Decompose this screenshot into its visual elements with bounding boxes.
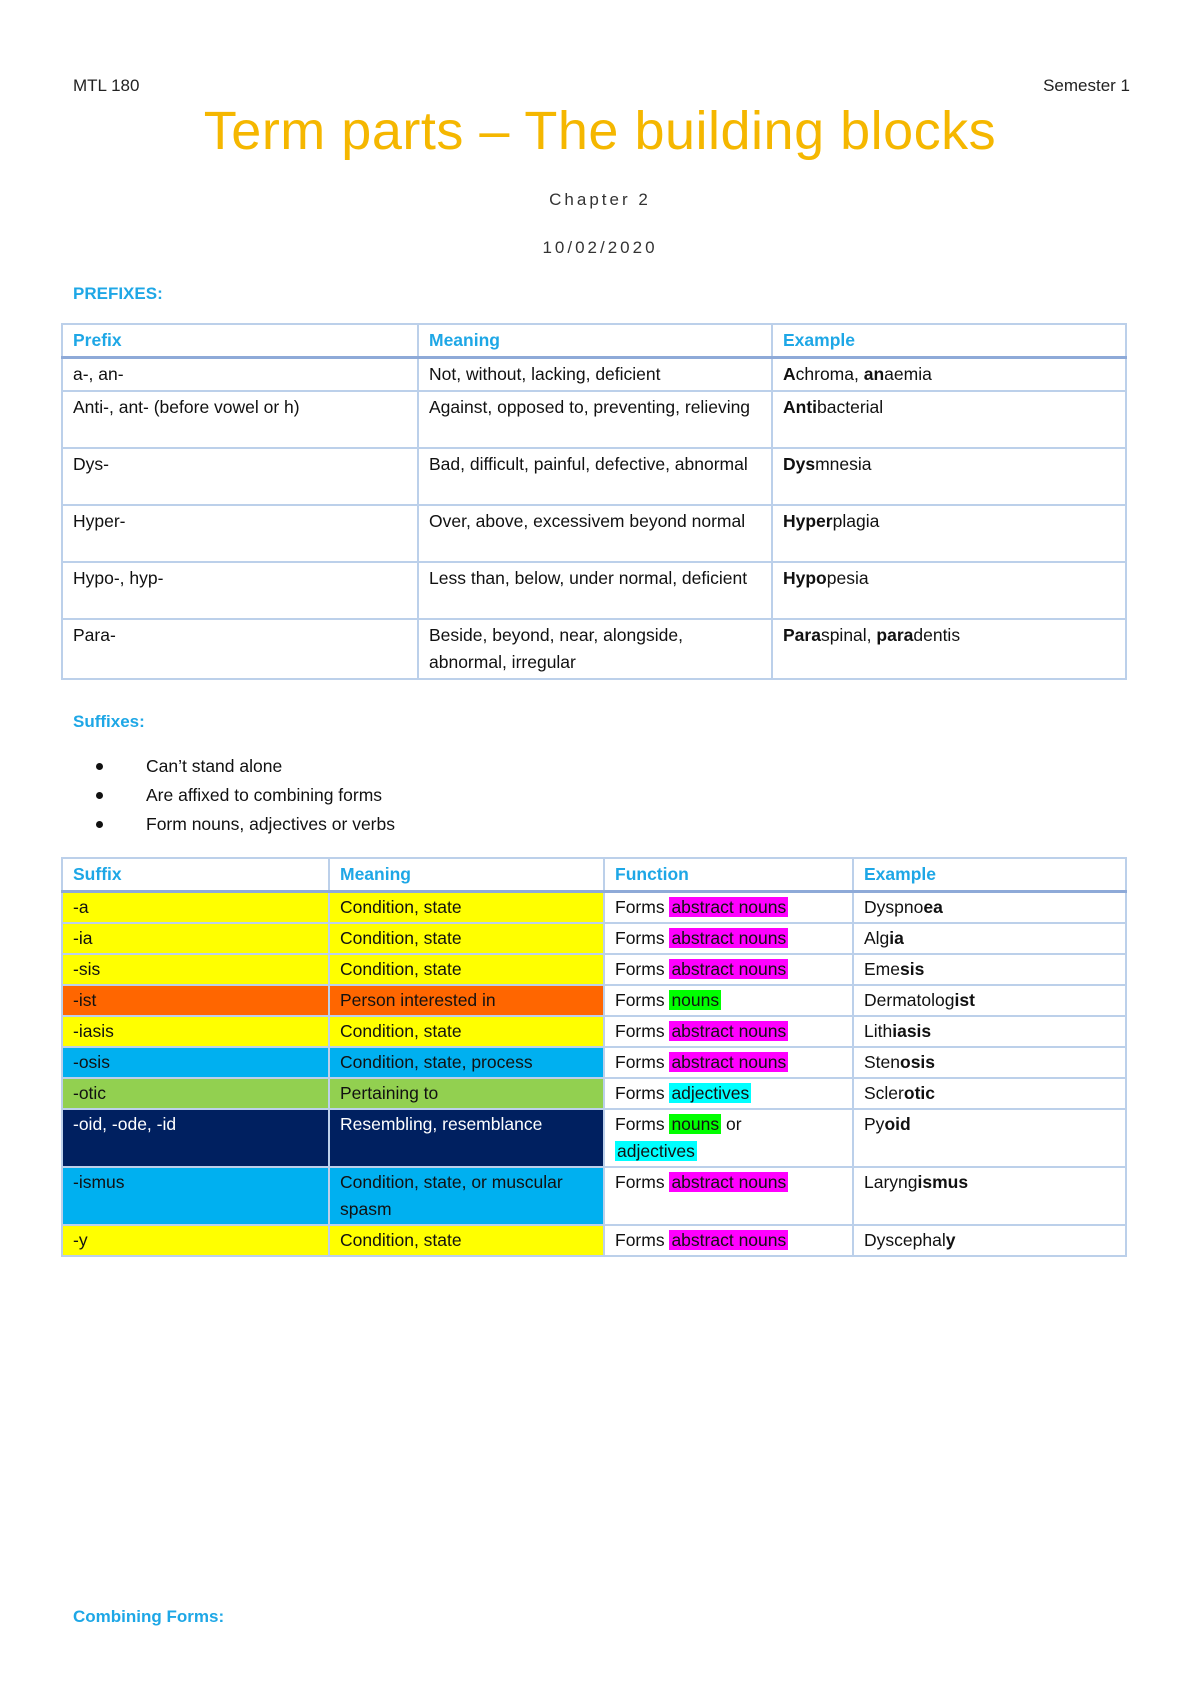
list-item [96,810,395,839]
date-subtitle: 10/02/2020 [542,238,658,257]
function-word: Forms [615,1230,665,1250]
suffix-cell: -ismus [62,1167,329,1225]
suffix-cell: -osis [62,1047,329,1078]
example-cell [772,562,1126,619]
function-word: Forms [615,1172,665,1192]
example-cell [853,1078,1126,1109]
example-cell [853,1225,1126,1256]
function-cell [604,1016,853,1047]
suffix-cell: -sis [62,954,329,985]
suffix-cell: -otic [62,1078,329,1109]
example-cell [772,391,1126,448]
example-root-bold: Anti [783,397,818,417]
example-text: Eme [864,959,900,979]
function-connector: or [721,1114,742,1134]
meaning-cell: Against, opposed to, preventing, relieving [418,391,772,448]
example-text: dentis [913,625,961,645]
table-row [62,391,1126,448]
example-root-bold: A [783,364,796,384]
suffixes-table [61,857,1127,1257]
meaning-cell: Condition, state, process [329,1047,604,1078]
function-cell [604,1078,853,1109]
suffix-cell: -iasis [62,1016,329,1047]
example-text: chroma, [795,364,864,384]
meaning-cell: Condition, state, or muscular spasm [329,1167,604,1225]
function-cell [604,985,853,1016]
example-text: plagia [832,511,880,531]
bullet-icon [96,792,103,799]
example-text: Lith [864,1021,893,1041]
table-row [62,448,1126,505]
example-cell [853,985,1126,1016]
suffix-cell: -a [62,892,329,924]
meaning-cell: Condition, state [329,892,604,924]
example-cell [853,892,1126,924]
function-word: Forms [615,897,665,917]
function-word: Forms [615,1021,665,1041]
function-cell [604,892,853,924]
example-text: Scler [864,1083,904,1103]
example-text: Py [864,1114,885,1134]
meaning-cell: Pertaining to [329,1078,604,1109]
example-root-bold: ea [923,897,943,917]
table-row [62,923,1126,954]
column-header-meaning: Meaning [329,858,604,892]
function-highlight: adjectives [617,1141,695,1161]
example-root-bold: Hypo [783,568,827,588]
combining-forms-heading: Combining Forms: [73,1607,225,1626]
example-text: Alg [864,928,890,948]
function-highlight: abstract nouns [671,1021,787,1041]
prefixes-table [61,323,1127,680]
chapter-subtitle: Chapter 2 [549,190,651,209]
example-root-bold: Para [783,625,821,645]
example-cell [853,1167,1126,1225]
example-root-bold: ismus [917,1172,969,1192]
example-root-bold: sis [899,959,925,979]
list-item-text: Can’t stand alone [146,756,283,776]
meaning-cell: Condition, state [329,954,604,985]
function-highlight: abstract nouns [671,1172,787,1192]
example-root-bold: an [863,364,885,384]
function-cell [604,1167,853,1225]
table-row [62,1047,1126,1078]
example-text: Sten [864,1052,900,1072]
function-word: Forms [615,1083,665,1103]
column-header-function: Function [604,858,853,892]
table-row [62,954,1126,985]
example-root-bold: osis [900,1052,936,1072]
function-word: Forms [615,990,665,1010]
example-cell [772,358,1126,392]
suffix-cell: -ist [62,985,329,1016]
function-highlight: abstract nouns [671,1230,787,1250]
suffix-cell: -ia [62,923,329,954]
list-item-text: Form nouns, adjectives or verbs [146,814,395,834]
function-word: Forms [615,1052,665,1072]
table-row [62,1016,1126,1047]
prefix-cell: Anti-, ant- (before vowel or h) [62,391,418,448]
example-text: Dermatolog [864,990,955,1010]
function-cell [604,954,853,985]
table-row [62,619,1126,679]
prefixes-header-row [62,324,1126,358]
function-highlight: adjectives [671,1083,750,1103]
list-item [96,752,395,781]
example-cell [853,1047,1126,1078]
suffixes-heading: Suffixes: [73,712,145,731]
prefix-cell: Hypo-, hyp- [62,562,418,619]
function-highlight: nouns [671,990,720,1010]
example-text: spinal, [820,625,877,645]
prefix-cell: Para- [62,619,418,679]
meaning-cell: Condition, state [329,1225,604,1256]
example-text: Dyscephal [864,1230,946,1250]
column-header-suffix: Suffix [62,858,329,892]
example-root-bold: ia [889,928,904,948]
example-text: Dyspno [864,897,924,917]
table-row [62,1078,1126,1109]
suffixes-header-row [62,858,1126,892]
function-highlight: abstract nouns [671,1052,787,1072]
example-root-bold: oid [884,1114,911,1134]
meaning-cell: Condition, state [329,1016,604,1047]
table-row [62,985,1126,1016]
table-row [62,1167,1126,1225]
example-root-bold: Hyper [783,511,833,531]
example-text: aemia [884,364,932,384]
example-cell [853,1016,1126,1047]
function-highlight: nouns [671,1114,720,1134]
function-cell [604,1225,853,1256]
header-course-code: MTL 180 [73,76,140,95]
meaning-cell: Resembling, resemblance [329,1109,604,1167]
example-text: pesia [826,568,869,588]
meaning-cell: Condition, state [329,923,604,954]
function-word: Forms [615,959,665,979]
example-root-bold: Dys [783,454,816,474]
meaning-cell: Beside, beyond, near, alongside, abnormal, irregular [418,619,772,679]
column-header-prefix: Prefix [62,324,418,358]
column-header-meaning: Meaning [418,324,772,358]
example-root-bold: iasis [892,1021,932,1041]
suffix-cell: -oid, -ode, -id [62,1109,329,1167]
example-root-bold: otic [903,1083,935,1103]
suffix-notes-list [96,752,395,839]
prefix-cell: Hyper- [62,505,418,562]
column-header-example: Example [853,858,1126,892]
meaning-cell: Not, without, lacking, deficient [418,358,772,392]
bullet-icon [96,763,103,770]
function-highlight: abstract nouns [671,897,787,917]
example-cell [772,619,1126,679]
bullet-icon [96,821,103,828]
table-row [62,562,1126,619]
function-cell [604,1109,853,1167]
table-row [62,358,1126,392]
example-text: bacterial [817,397,884,417]
page-title: Term parts – The building blocks [203,101,997,161]
example-root-bold: para [876,625,914,645]
meaning-cell: Over, above, excessivem beyond normal [418,505,772,562]
meaning-cell: Person interested in [329,985,604,1016]
example-cell [853,1109,1126,1167]
list-item [96,781,395,810]
prefix-cell: a-, an- [62,358,418,392]
table-row [62,1225,1126,1256]
suffix-cell: -y [62,1225,329,1256]
table-row [62,892,1126,924]
list-item-text: Are affixed to combining forms [146,785,383,805]
example-cell [853,923,1126,954]
prefixes-heading: PREFIXES: [73,284,163,303]
function-cell [604,923,853,954]
function-word: Forms [615,928,665,948]
table-row [62,1109,1126,1167]
example-cell [772,505,1126,562]
example-text: Laryng [864,1172,918,1192]
prefix-cell: Dys- [62,448,418,505]
meaning-cell: Bad, difficult, painful, defective, abnormal [418,448,772,505]
meaning-cell: Less than, below, under normal, deficient [418,562,772,619]
header-semester: Semester 1 [1043,76,1130,95]
function-highlight: abstract nouns [671,959,787,979]
example-root-bold: ist [954,990,975,1010]
example-root-bold: y [945,1230,956,1250]
example-cell [853,954,1126,985]
column-header-example: Example [772,324,1126,358]
example-cell [772,448,1126,505]
function-word: Forms [615,1114,665,1134]
example-text: mnesia [815,454,872,474]
table-row [62,505,1126,562]
function-cell [604,1047,853,1078]
function-highlight: abstract nouns [671,928,787,948]
